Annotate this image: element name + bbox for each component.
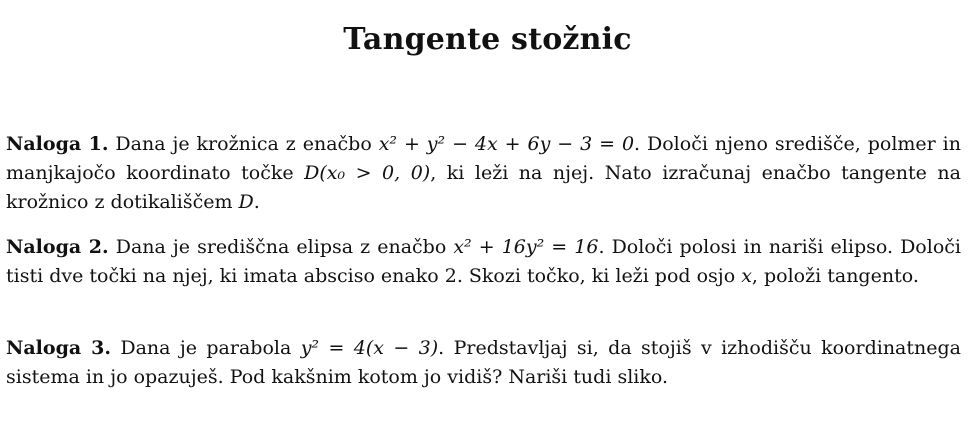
document-title: Tangente stožnic — [343, 22, 632, 57]
task-1 — [6, 130, 961, 217]
task-1-point-label: D — [238, 191, 254, 213]
task-2-ellipse-equation: x² + 16y² = 16 — [453, 236, 599, 258]
task-1-text-part-3: , ki leži na njej. Nato izračunaj enačbo tangente na krožnico z dotikališčem — [6, 162, 961, 213]
task-1-point-d: D(x₀ > 0, 0) — [304, 162, 431, 184]
task-2-axis-variable: x — [741, 265, 752, 287]
task-2 — [6, 233, 961, 291]
task-2-text-part-1: Dana je središčna elipsa z enačbo — [108, 236, 454, 258]
task-1-text-part-1: Dana je krožnica z enačbo — [108, 133, 379, 155]
task-3-label: Naloga 3. — [6, 337, 111, 359]
task-1-circle-equation: x² + y² − 4x + 6y − 3 = 0 — [378, 133, 635, 155]
task-3-text-part-1: Dana je parabola — [110, 337, 301, 359]
task-2-text-part-3: , položi tangento. — [751, 265, 919, 287]
task-2-label: Naloga 2. — [6, 236, 109, 258]
task-2-text-part-2: . Določi polosi in nariši elipso. Določi tisti dve točki na njej, ki imata absciso enako 2. Skozi točko, ki leži pod osjo — [6, 236, 961, 287]
task-1-text-part-2: . Določi njeno središče, polmer in manjkajočo koordinato točke — [6, 133, 961, 184]
task-3 — [6, 334, 961, 392]
task-1-text-part-4: . — [253, 191, 260, 213]
task-1-label: Naloga 1. — [6, 133, 109, 155]
task-3-parabola-equation: y² = 4(x − 3) — [300, 337, 439, 359]
task-3-text-part-2: . Predstavljaj si, da stojiš v izhodišču koordinatnega sistema in jo opazuješ. Pod kakšnim kotom jo vidiš? Nariši tudi sliko. — [6, 337, 961, 388]
